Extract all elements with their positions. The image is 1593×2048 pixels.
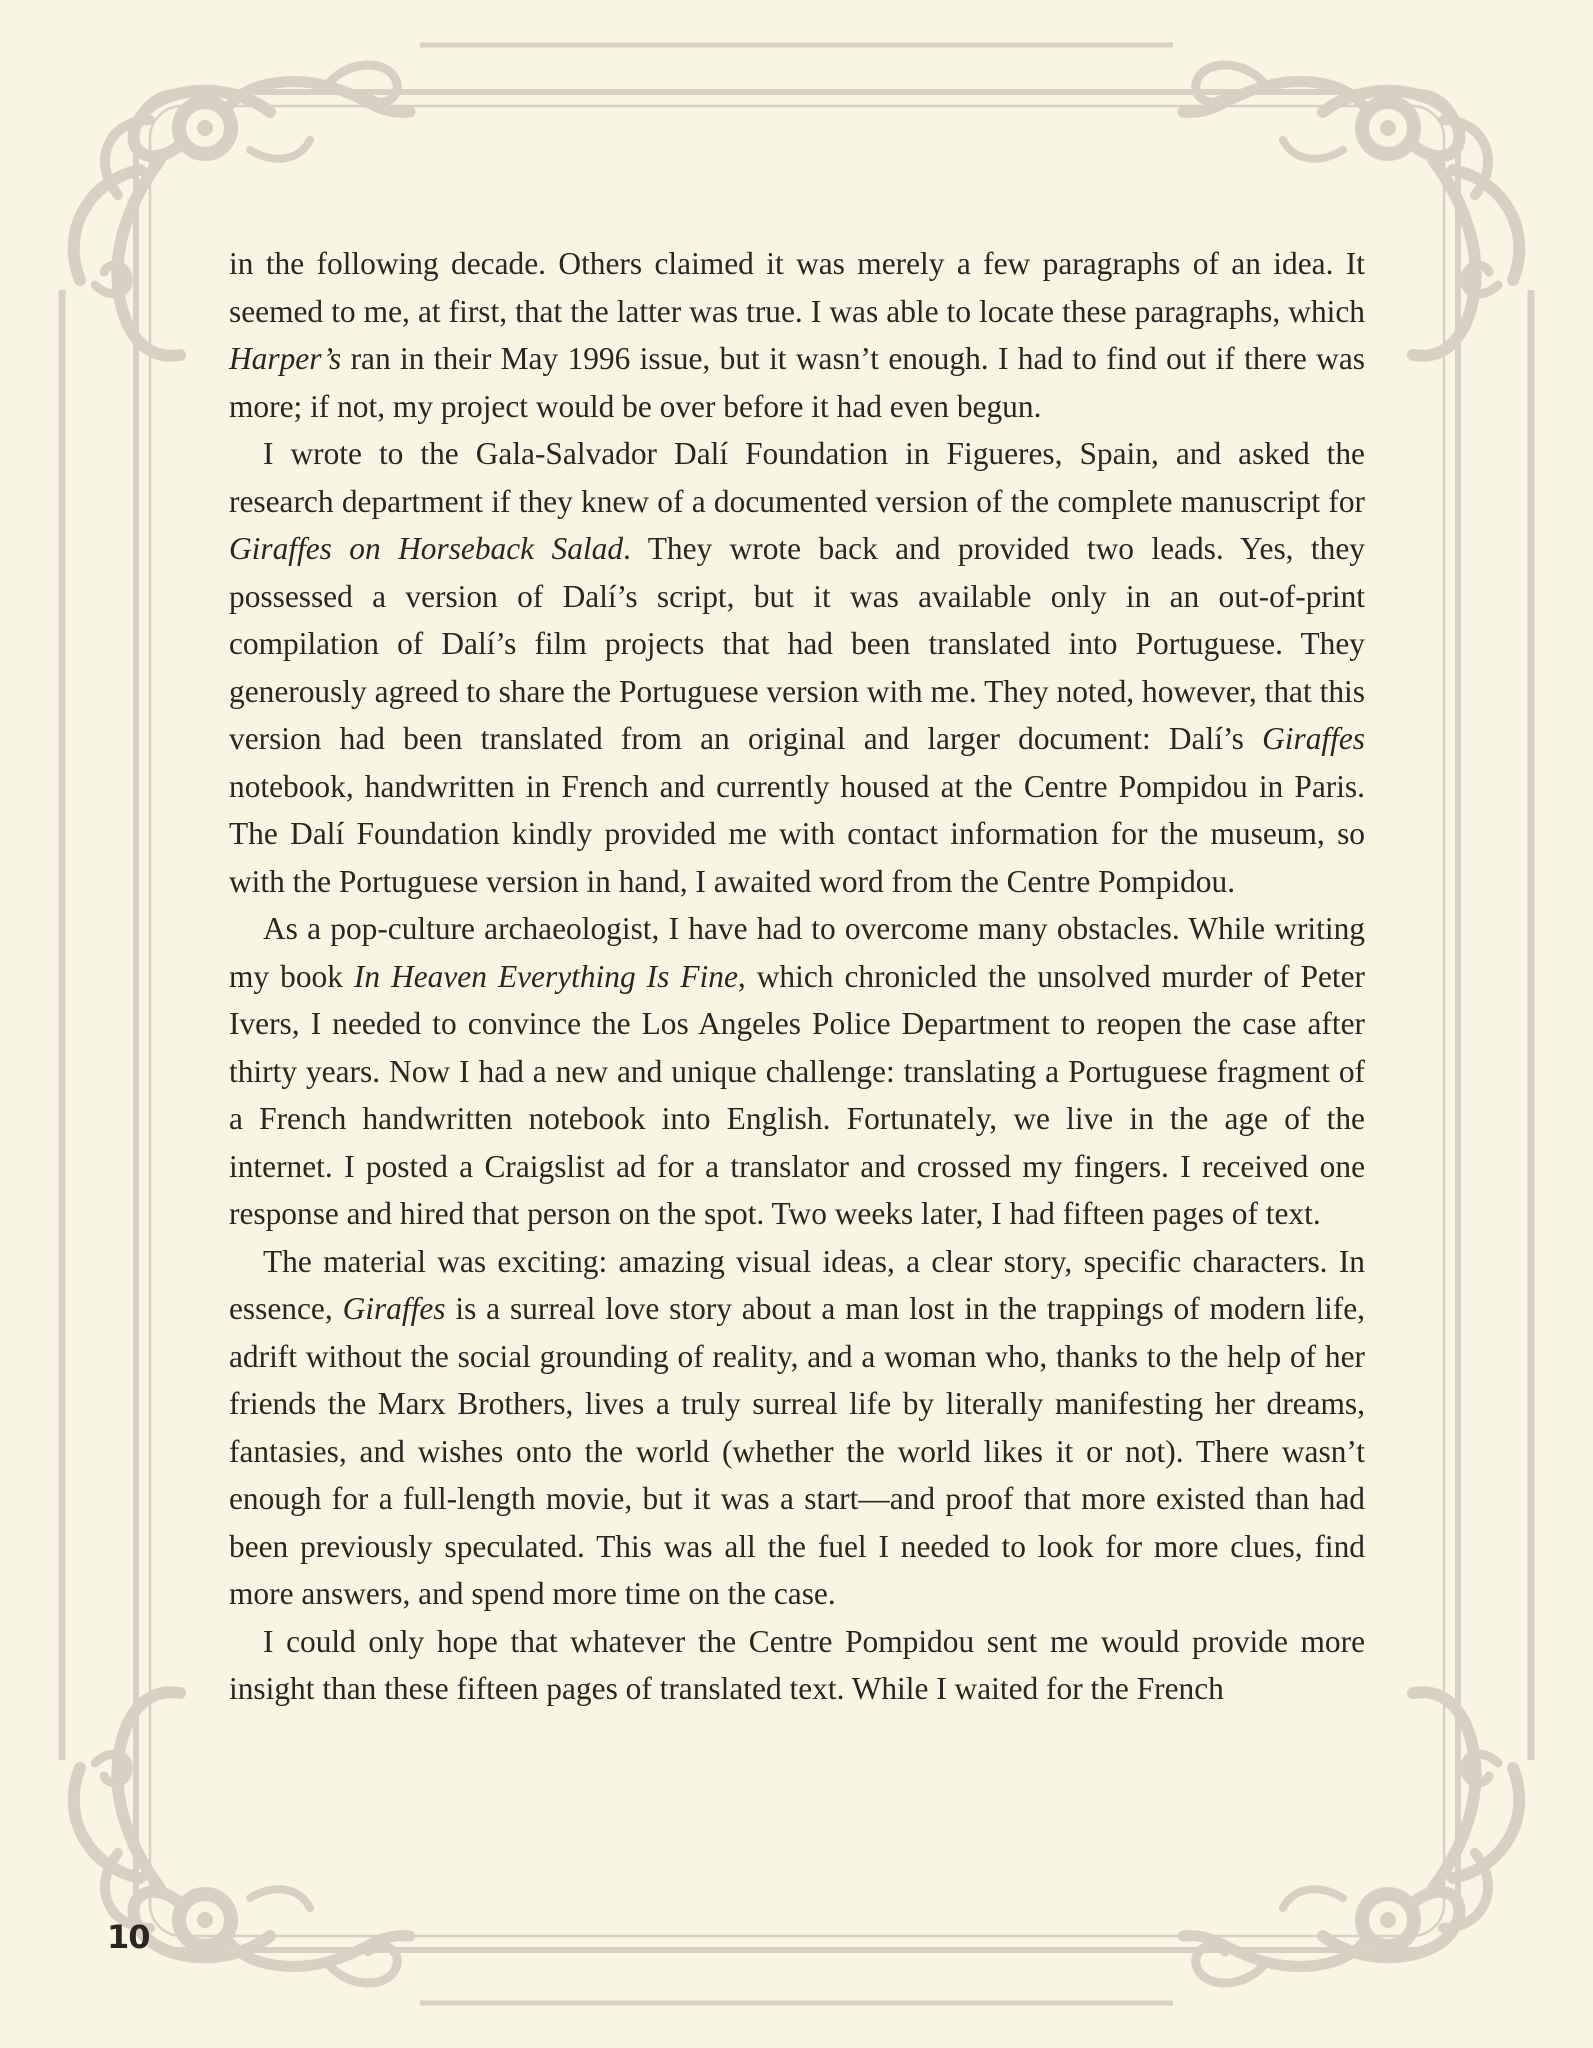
paragraph [229,1238,1365,1618]
paragraph [229,240,1365,430]
text-run: notebook, handwritten in French and currently housed at the Centre Pompidou in Paris. The Dalí Foundation kindly provided me with contact information for the museum, so with the Portuguese version in hand, I awaited word from the Centre Pompidou. [229,768,1365,899]
italic-title: Giraffes on Horseback Salad [229,531,624,566]
text-run: , which chronicled the unsolved murder of Peter Ivers, I needed to convince the Los Angeles Police Department to reopen the case after thirty years. Now I had a new and unique challenge: translating a Portuguese fragment of a French handwritten notebook into English. Fortunately, we live in the age of the internet. I posted a Craigslist ad for a translator and crossed my fingers. I received one response and hired that person on the spot. Two weeks later, I had fifteen pages of text. [229,958,1365,1231]
paragraph [229,1618,1365,1713]
body-text [229,240,1365,1713]
text-run: I wrote to the Gala-Salvador Dalí Foundation in Figueres, Spain, and asked the research department if they knew of a documented version of the complete manuscript for [229,436,1365,519]
paragraph [229,430,1365,905]
text-run: in the following decade. Others claimed it was merely a few paragraphs of an idea. It seemed to me, at first, that the latter was true. I was able to locate these paragraphs, which [229,246,1365,329]
italic-title: Harper’s [229,341,342,376]
text-run: As a pop-culture archaeologist, I have had to overcome many obstacles. While writing my book [229,911,1365,994]
text-run: is a surreal love story about a man lost in the trappings of modern life, adrift without the social grounding of reality, and a woman who, thanks to the help of her friends the Marx Brothers, lives a truly surreal life by literally manifesting her dreams, fantasies, and wishes onto the world (whether the world likes it or not). There wasn’t enough for a full-length movie, but it was a start—and proof that more existed than had been previously speculated. This was all the fuel I needed to look for more clues, find more answers, and spend more time on the case. [229,1291,1365,1611]
italic-title: Giraffes [1262,721,1365,756]
text-run: I could only hope that whatever the Centre Pompidou sent me would provide more insight than these fifteen pages of translated text. While I waited for the French [229,1623,1365,1706]
italic-title: In Heaven Everything Is Fine [353,958,738,994]
text-run: The material was exciting: amazing visual ideas, a clear story, specific characters. In essence, [229,1243,1365,1326]
text-run: ran in their May 1996 issue, but it wasn’t enough. I had to find out if there was more; if not, my project would be over before it had even begun. [229,341,1365,424]
page-number: 10 [107,1918,150,1956]
italic-title: Giraffes [342,1291,446,1326]
text-run: . They wrote back and provided two leads. Yes, they possessed a version of Dalí’s script, but it was available only in an out-of-print compilation of Dalí’s film projects that had been translated into Portuguese. They generously agreed to share the Portuguese version with me. They noted, however, that this version had been translated from an original and larger document: Dalí’s [229,531,1365,756]
paragraph [229,905,1365,1238]
